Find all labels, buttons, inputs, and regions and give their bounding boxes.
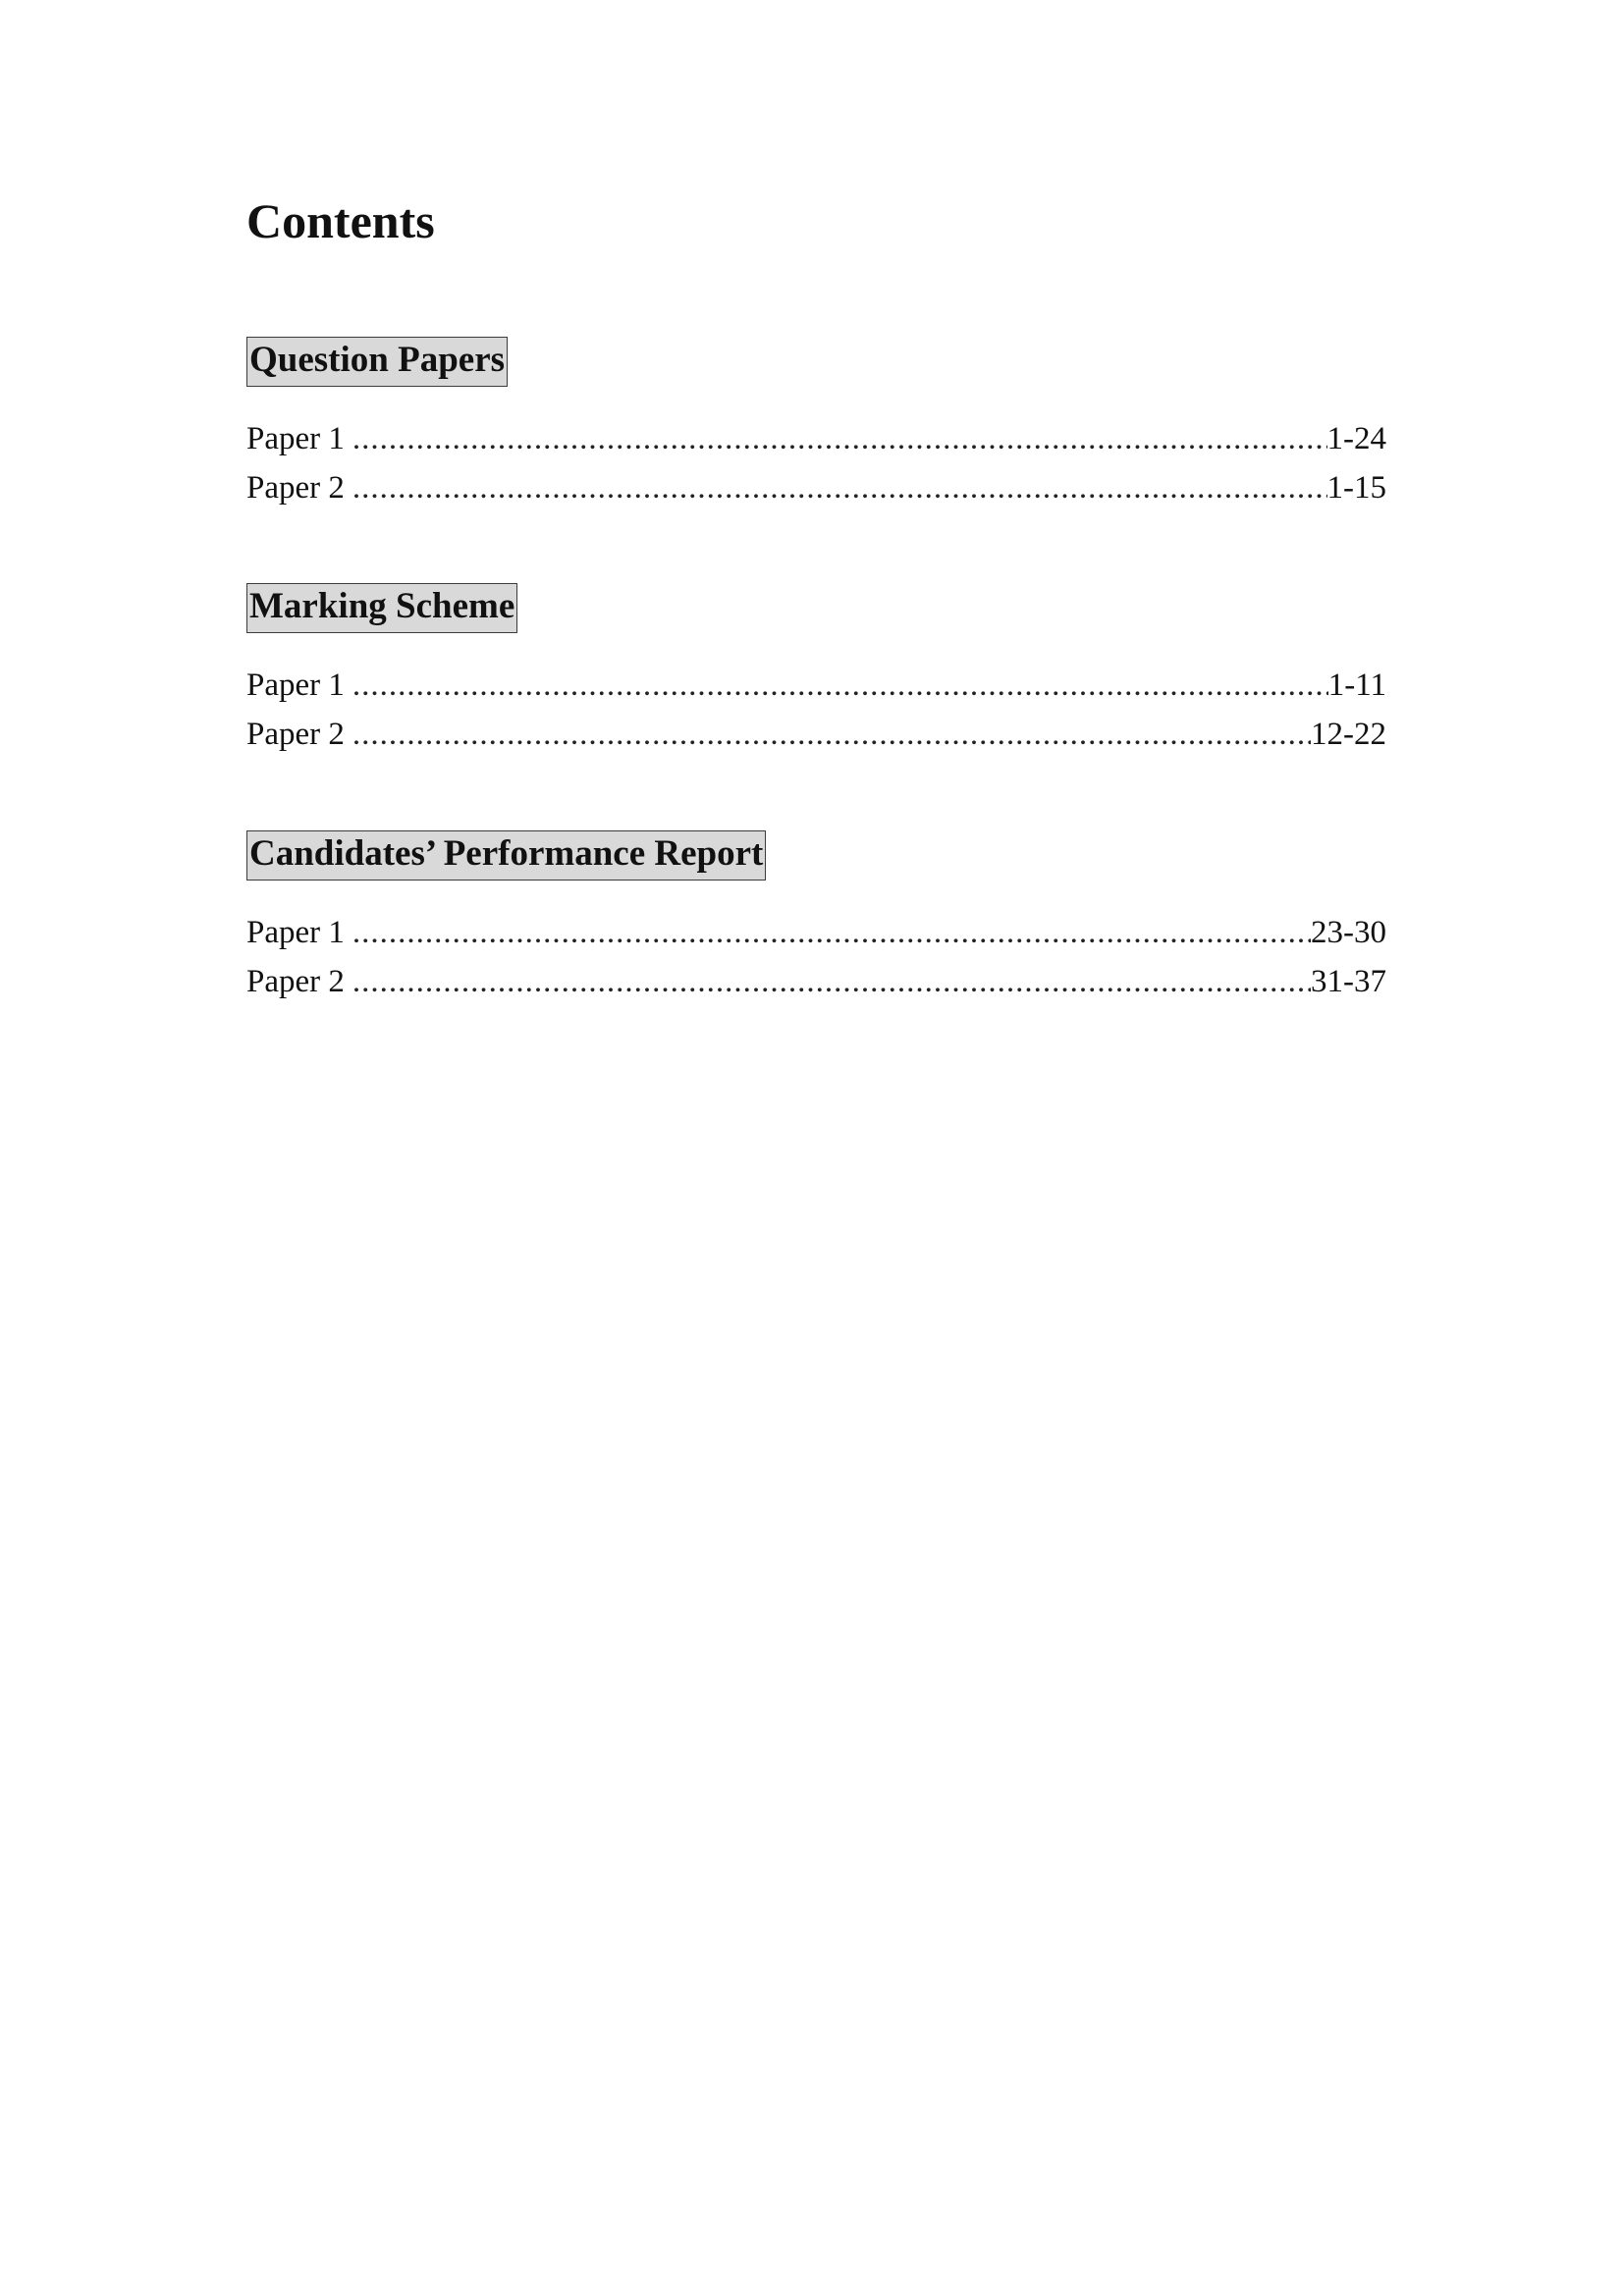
dot-leader <box>352 710 1311 759</box>
toc-entry-pages: 12-22 <box>1311 717 1386 752</box>
page-title: Contents <box>246 193 435 248</box>
toc-entry-label: Paper 1 <box>246 667 345 703</box>
dot-leader <box>352 414 1327 463</box>
section-marking-scheme <box>246 583 1386 633</box>
dot-leader <box>352 908 1311 957</box>
toc-entry[interactable] <box>246 908 1386 957</box>
section-candidates-performance-report <box>246 830 1386 881</box>
toc-entry-pages: 1-15 <box>1326 470 1386 506</box>
toc-entry-label: Paper 1 <box>246 915 345 950</box>
toc-entry-pages: 23-30 <box>1311 915 1386 950</box>
dot-leader <box>352 463 1327 512</box>
toc-entry[interactable] <box>246 463 1386 512</box>
toc-entry-label: Paper 1 <box>246 421 345 456</box>
toc-entry-pages: 1-24 <box>1326 421 1386 456</box>
toc-entry-pages: 31-37 <box>1311 964 1386 999</box>
toc-entry[interactable] <box>246 414 1386 463</box>
section-heading: Marking Scheme <box>246 583 517 633</box>
section-heading: Question Papers <box>246 337 508 387</box>
section-question-papers <box>246 337 1386 387</box>
toc-entry[interactable] <box>246 661 1386 710</box>
section-candidates-performance-report-entries <box>246 908 1386 1006</box>
section-marking-scheme-entries <box>246 661 1386 759</box>
toc-entry[interactable] <box>246 957 1386 1006</box>
dot-leader <box>352 661 1328 710</box>
dot-leader <box>352 957 1311 1006</box>
toc-entry-label: Paper 2 <box>246 470 345 506</box>
section-heading: Candidates’ Performance Report <box>246 830 766 881</box>
section-question-papers-entries <box>246 414 1386 512</box>
toc-entry-label: Paper 2 <box>246 717 345 752</box>
toc-entry[interactable] <box>246 710 1386 759</box>
toc-entry-label: Paper 2 <box>246 964 345 999</box>
toc-entry-pages: 1-11 <box>1327 667 1386 703</box>
